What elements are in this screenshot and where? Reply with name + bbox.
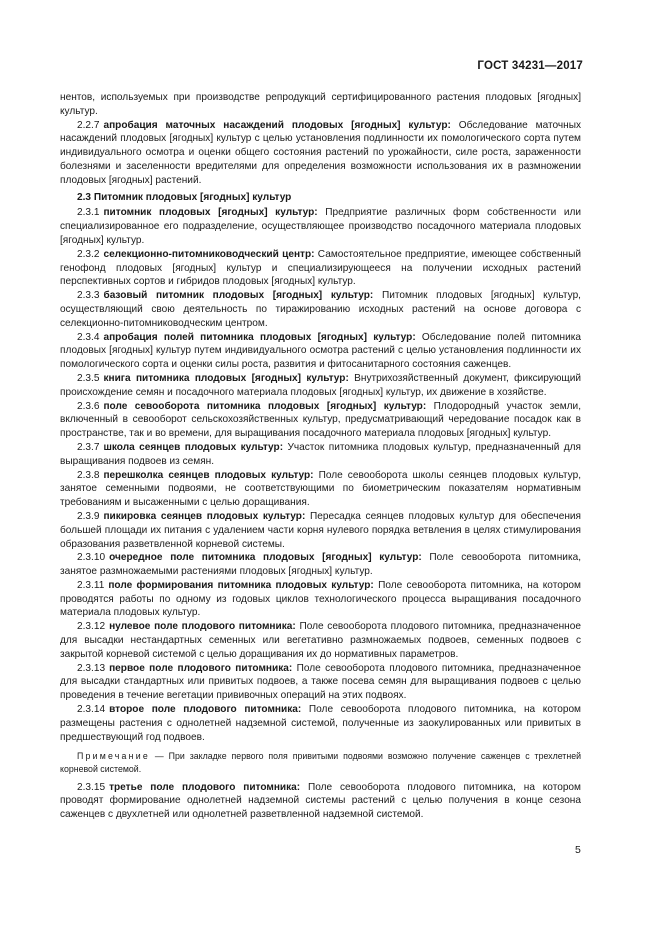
term-definition: Поле севооборота школы сеянцев плодовых культур, занятое семенными подвоями, не соответствующими по биометрическим показателям нормативным требованиям и высаженными с целью доращивания. <box>60 469 582 509</box>
term-name: второе поле плодового питомника: <box>109 704 302 716</box>
term-name: базовый питомник плодовых [ягодных] культур: <box>103 290 374 302</box>
term-name: третье поле плодового питомника: <box>109 781 301 793</box>
term-definition: Поле севооборота питомника, занятое размножаемыми растениями плодовых [ягодных] культур. <box>60 552 581 578</box>
definition-paragraph <box>60 372 581 400</box>
term-definition: Поле севооборота плодового питомника, предназначенное для высадки стандартных или привитых подвоев, а также посева семян для выращивания подвоев с целью проведения в течение вегетации прививочных операций на этих подвоях. <box>60 662 581 702</box>
term-definition: Самостоятельное предприятие, имеющее собственный генофонд плодовых [ягодных] культур и специализирующееся на получении исходных растений перспективных сортов и гибридов плодовых [ягодных] культур. <box>60 248 581 288</box>
term-name: школа сеянцев плодовых культур: <box>103 441 284 453</box>
definition-paragraph <box>60 206 581 247</box>
definition-paragraph <box>60 662 581 703</box>
term-name: первое поле плодового питомника: <box>109 662 293 674</box>
term-name: нулевое поле плодового питомника: <box>109 621 296 633</box>
clause-number: 2.3.15 <box>77 781 106 793</box>
clause-number: 2.3.3 <box>77 290 100 302</box>
definition-paragraph <box>60 248 581 289</box>
term-definition: Питомник плодовых [ягодных] культур, осуществляющий свою деятельность по тиражированию исходных растений на основе договора с селекционно-питомниководческим центром. <box>60 290 581 329</box>
term-name: книга питомника плодовых [ягодных] культур: <box>103 372 349 384</box>
clause-number: 2.3.8 <box>77 469 100 481</box>
note-label: Примечание <box>77 751 150 762</box>
clause-number: 2.3.10 <box>77 552 106 564</box>
clause-number: 2.3.14 <box>77 704 106 716</box>
clause-number: 2.3.9 <box>77 510 100 522</box>
term-name: питомник плодовых [ягодных] культур: <box>103 207 318 219</box>
document-body <box>60 91 581 822</box>
definition-paragraph <box>60 441 581 469</box>
definition-paragraph <box>60 469 581 510</box>
definition-paragraph <box>60 119 581 188</box>
term-definition: Внутрихозяйственный документ, фиксирующий происхождение семян и посадочного материала плодовых [ягодных] культур, их движение в хозяйстве. <box>60 372 581 398</box>
term-name: апробация маточных насаждений плодовых [ягодных] культур: <box>103 119 451 131</box>
term-name: перешколка сеянцев плодовых культур: <box>103 469 314 481</box>
term-definition: Поле севооборота питомника, на котором проводятся работы по одному из годовых циклов технологического процесса выращивания посадочного материала плодовых культур. <box>60 579 581 619</box>
standard-header: ГОСТ 34231—2017 <box>477 60 583 72</box>
clause-number: 2.3.11 <box>77 579 105 591</box>
term-definition: Пересадка сеянцев плодовых культур для обеспечения большей площади их питания с удалением части корня нулевого порядка ветвления в целях стимулирования образования разветвленной корневой системы. <box>60 510 581 550</box>
section-heading: 2.3 Питомник плодовых [ягодных] культур <box>77 191 292 203</box>
paragraph-continuation: нентов, используемых при производстве репродукций сертифицированного растения плодовых [ягодных] культур. <box>60 92 581 117</box>
clause-number: 2.2.7 <box>77 119 100 131</box>
note-paragraph <box>60 750 581 775</box>
term-name: поле севооборота питомника плодовых [ягодных] культур: <box>103 400 427 412</box>
clause-number: 2.3.2 <box>77 248 100 260</box>
definition-paragraph <box>60 579 581 620</box>
term-definition: Поле севооборота плодового питомника, на котором проводят формирование однолетней надземной системы растений с целью получения в конце сезона саженцев с двухлетней или однолетней разветвленной надземной системой. <box>60 781 581 821</box>
definition-paragraph <box>60 331 581 372</box>
clause-number: 2.3.5 <box>77 372 100 384</box>
note-text: — При закладке первого поля привитыми подвоями возможно получение саженцев с трехлетней корневой системой. <box>60 751 582 775</box>
definition-paragraph <box>60 400 581 441</box>
clause-number: 2.3.7 <box>77 441 100 453</box>
definition-paragraph <box>60 620 581 661</box>
term-definition: Поле севооборота плодового питомника, на котором размещены растения с однолетней надземной системой, полученные из заокулированных или привитых в предшествующий год подвоев. <box>60 704 581 743</box>
clause-number: 2.3.4 <box>77 331 100 343</box>
term-definition: Обследование маточных насаждений плодовых [ягодных] культур с целью установления подлинности их помологического сорта путем индивидуального осмотра и оценки общего состояния растений по урожайности, силе роста, зараженности болезнями и заселенности вредителями для определения возможности использования их в размножении плодовых [ягодных] растений. <box>60 119 581 186</box>
term-definition: Поле севооборота плодового питомника, предназначенное для высадки нестандартных семенных или вегетативно размножаемых подвоев, семенных подвоев с закрытой корневой системой с целью доращивания их до нормативных параметров. <box>60 621 581 660</box>
definition-paragraph <box>60 703 581 744</box>
term-definition: Плодородный участок земли, включенный в севооборот сельскохозяйственных культур, предусматривающий чередование посадок как в пространстве, так и во времени, для выращивания посадочного материала плодовых [ягодных] культур. <box>60 400 581 440</box>
page-number: 5 <box>575 844 581 856</box>
definition-paragraph <box>60 289 581 330</box>
clause-number: 2.3.1 <box>77 207 100 219</box>
term-definition: Предприятие различных форм собственности или специализированное его подразделение, осуществляющее производство посадочного материала плодовых [ягодных] культур. <box>60 207 582 246</box>
term-name: пикировка сеянцев плодовых культур: <box>103 510 306 522</box>
definition-paragraph <box>60 551 581 579</box>
clause-number: 2.3.6 <box>77 400 100 412</box>
definition-paragraph <box>60 781 581 822</box>
term-name: апробация полей питомника плодовых [ягодных] культур: <box>103 331 416 343</box>
term-definition: Обследование полей питомника плодовых [ягодных] культур путем индивидуального осмотра растений с целью установления подлинности их помологического сорта и оценки силы роста, развития и фитосанитарного состояния саженцев. <box>60 331 582 371</box>
definition-paragraph <box>60 510 581 551</box>
clause-number: 2.3.12 <box>77 621 106 633</box>
clause-number: 2.3.13 <box>77 662 106 674</box>
term-definition: Участок питомника плодовых культур, предназначенный для выращивания подвоев из семян. <box>60 441 581 467</box>
term-name: поле формирования питомника плодовых культур: <box>108 579 374 591</box>
term-name: селекционно-питомниководческий центр: <box>103 248 315 260</box>
term-name: очередное поле питомника плодовых [ягодных] культур: <box>109 552 422 564</box>
